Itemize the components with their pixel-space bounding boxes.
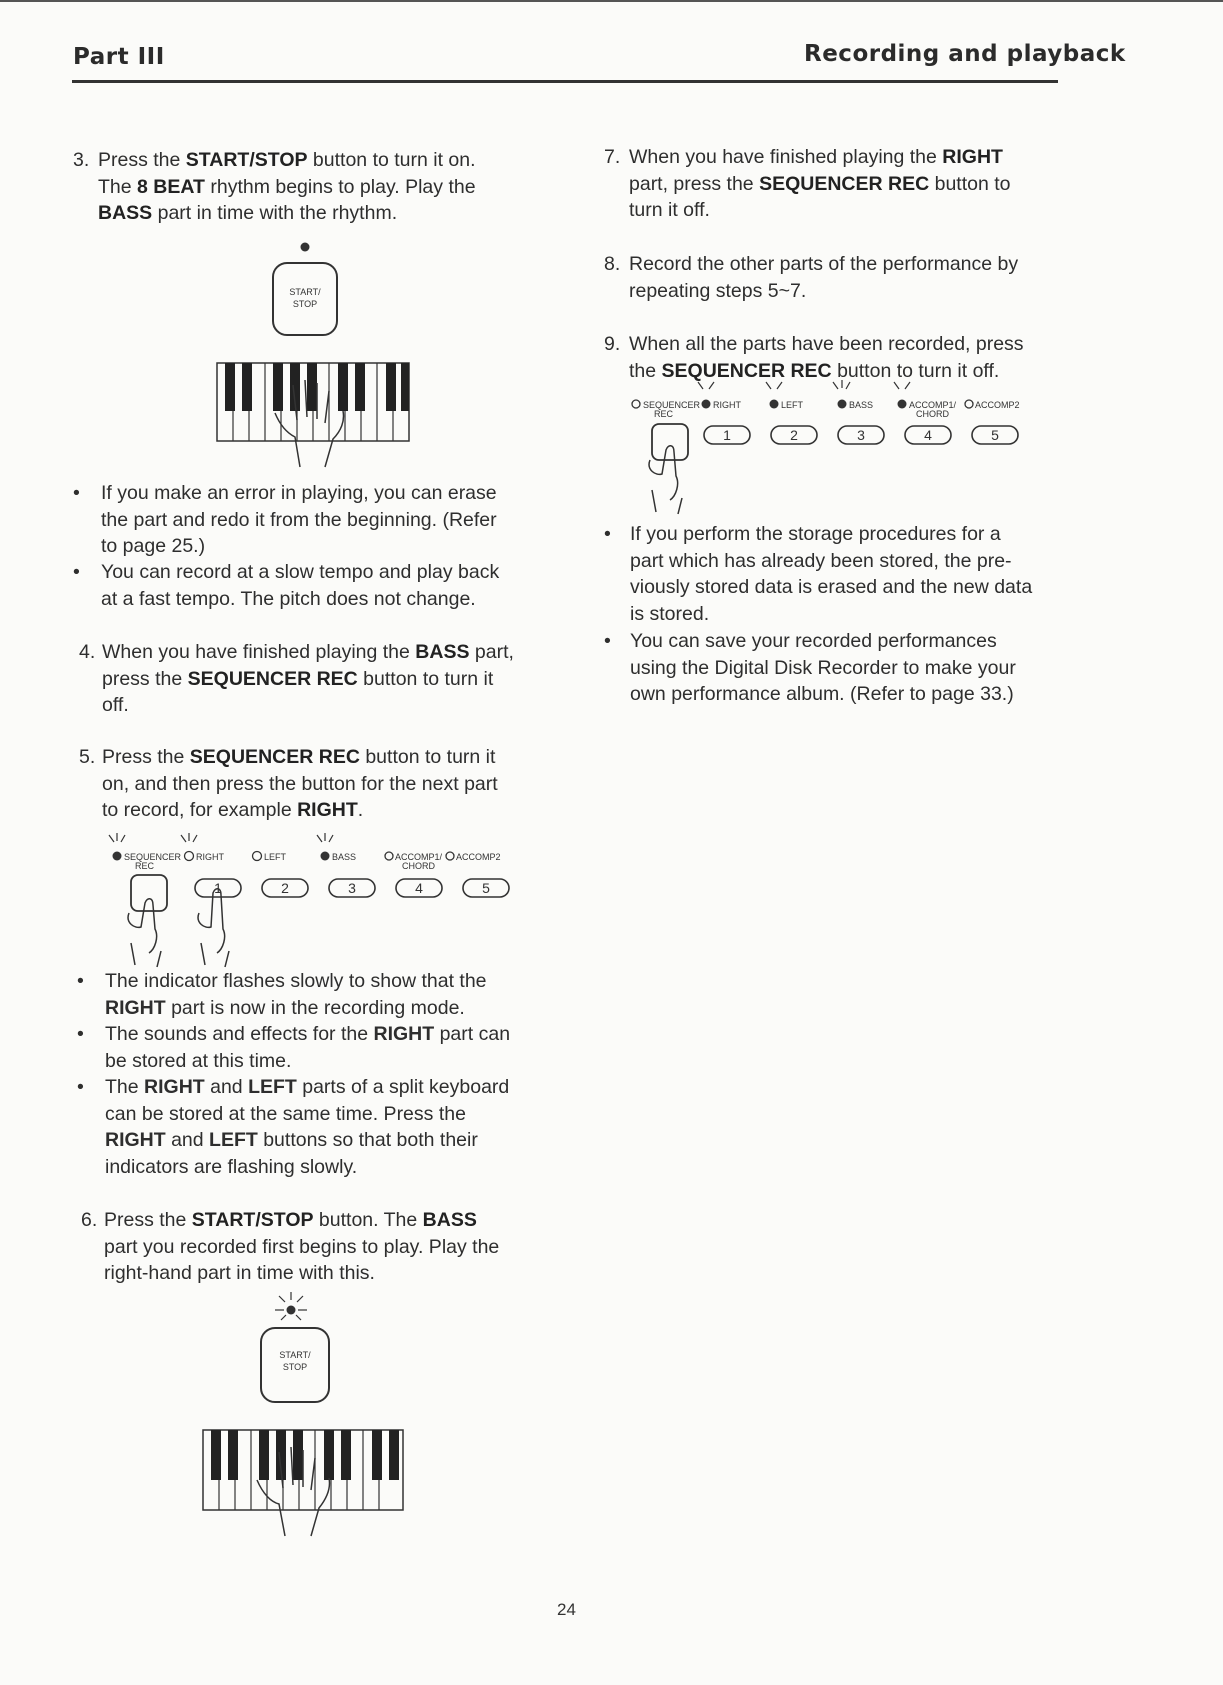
- sequencer-panel-illustration-2: [630, 380, 1050, 515]
- panel-accomp2-label: ACCOMP2: [456, 852, 501, 862]
- bass-indicator-icon: [321, 852, 330, 861]
- flash-rays-icon: [698, 380, 910, 389]
- bass-indicator-icon: [838, 400, 847, 409]
- sequencer-indicator-icon: [113, 852, 122, 861]
- start-stop-keyboard-illustration-1: [205, 235, 435, 470]
- bullet-erase: • If you make an error in playing, you can erase the part and redo it from the beginning. (Refer to page 25.): [73, 482, 497, 558]
- sequencer-rec-button-icon: [652, 424, 688, 460]
- svg-text:CHORD: CHORD: [916, 409, 949, 419]
- panel-rec-label: REC: [135, 861, 155, 871]
- bullet-split: • The RIGHT and LEFT parts of a split keyboard can be stored at the same time. Press the RIGHT and LEFT buttons so that both their indicators are flashing slowly.: [77, 1076, 510, 1178]
- accomp1-indicator-icon: [898, 400, 907, 409]
- accomp2-indicator-icon: [965, 400, 973, 408]
- svg-text:2: 2: [790, 427, 798, 443]
- panel-accomp1-label: ACCOMP1/: [395, 852, 443, 862]
- svg-text:START/: START/: [279, 1350, 311, 1360]
- sequencer-indicator-icon: [632, 400, 640, 408]
- accomp1-indicator-icon: [385, 852, 393, 860]
- svg-text:3: 3: [348, 880, 356, 896]
- keyboard-icon: [217, 363, 409, 441]
- left-indicator-icon: [770, 400, 779, 409]
- start-stop-label-2: STOP: [292, 299, 318, 309]
- bullet-indicator: • The indicator flashes slowly to show that the RIGHT part is now in the recording mode.: [77, 970, 487, 1019]
- panel-bass-label: BASS: [332, 852, 357, 862]
- panel-right-label: RIGHT: [196, 852, 224, 862]
- svg-text:STOP: STOP: [282, 1362, 308, 1372]
- bullet-disk-recorder: • You can save your recorded performances using the Digital Disk Recorder to make your own performance album. (Refer to page 33.): [604, 630, 1016, 706]
- svg-text:4: 4: [924, 427, 932, 443]
- header-left: Part III: [73, 44, 165, 70]
- flash-rays-icon: [109, 833, 333, 842]
- svg-text:REC: REC: [654, 409, 674, 419]
- panel-sequencer-label: SEQUENCER: [124, 852, 182, 862]
- svg-text:SEQUENCER: SEQUENCER: [643, 400, 701, 410]
- hand-pressing-icon-2: [198, 889, 229, 967]
- right-indicator-icon: [185, 852, 194, 861]
- header-right: Recording and playback: [804, 41, 1126, 67]
- svg-text:4: 4: [415, 880, 423, 896]
- svg-text:ACCOMP2: ACCOMP2: [975, 400, 1020, 410]
- panel-left-label: LEFT: [264, 852, 287, 862]
- sequencer-rec-button-icon: [131, 875, 167, 911]
- start-stop-label-1: START/: [289, 287, 321, 297]
- svg-text:5: 5: [991, 427, 999, 443]
- header-rule: [72, 80, 1058, 83]
- bullet-tempo: • You can record at a slow tempo and play back at a fast tempo. The pitch does not change.: [73, 561, 500, 610]
- svg-text:LEFT: LEFT: [781, 400, 804, 410]
- indicator-light-icon: [287, 1306, 296, 1315]
- svg-text:2: 2: [281, 880, 289, 896]
- bullet-sounds: • The sounds and effects for the RIGHT part can be stored at this time.: [77, 1023, 511, 1072]
- svg-text:1: 1: [723, 427, 731, 443]
- svg-text:RIGHT: RIGHT: [713, 400, 741, 410]
- panel-chord-label: CHORD: [402, 861, 435, 871]
- hand-pressing-icon: [649, 446, 682, 514]
- svg-text:BASS: BASS: [849, 400, 874, 410]
- svg-text:5: 5: [482, 880, 490, 896]
- svg-text:3: 3: [857, 427, 865, 443]
- indicator-light-icon: [301, 243, 310, 252]
- top-edge-line: [0, 0, 1223, 2]
- bullet-storage: • If you perform the storage procedures for a part which has already been stored, the pre- viously stored data is erased and the new data is stored.: [604, 523, 1033, 625]
- svg-text:1: 1: [214, 880, 222, 896]
- right-indicator-icon: [702, 400, 711, 409]
- start-stop-keyboard-illustration-2: [195, 1290, 425, 1540]
- page-number: 24: [557, 1600, 576, 1619]
- sequencer-panel-illustration-1: [95, 833, 535, 968]
- accomp2-indicator-icon: [446, 852, 454, 860]
- svg-text:ACCOMP1/: ACCOMP1/: [909, 400, 957, 410]
- left-indicator-icon: [253, 852, 262, 861]
